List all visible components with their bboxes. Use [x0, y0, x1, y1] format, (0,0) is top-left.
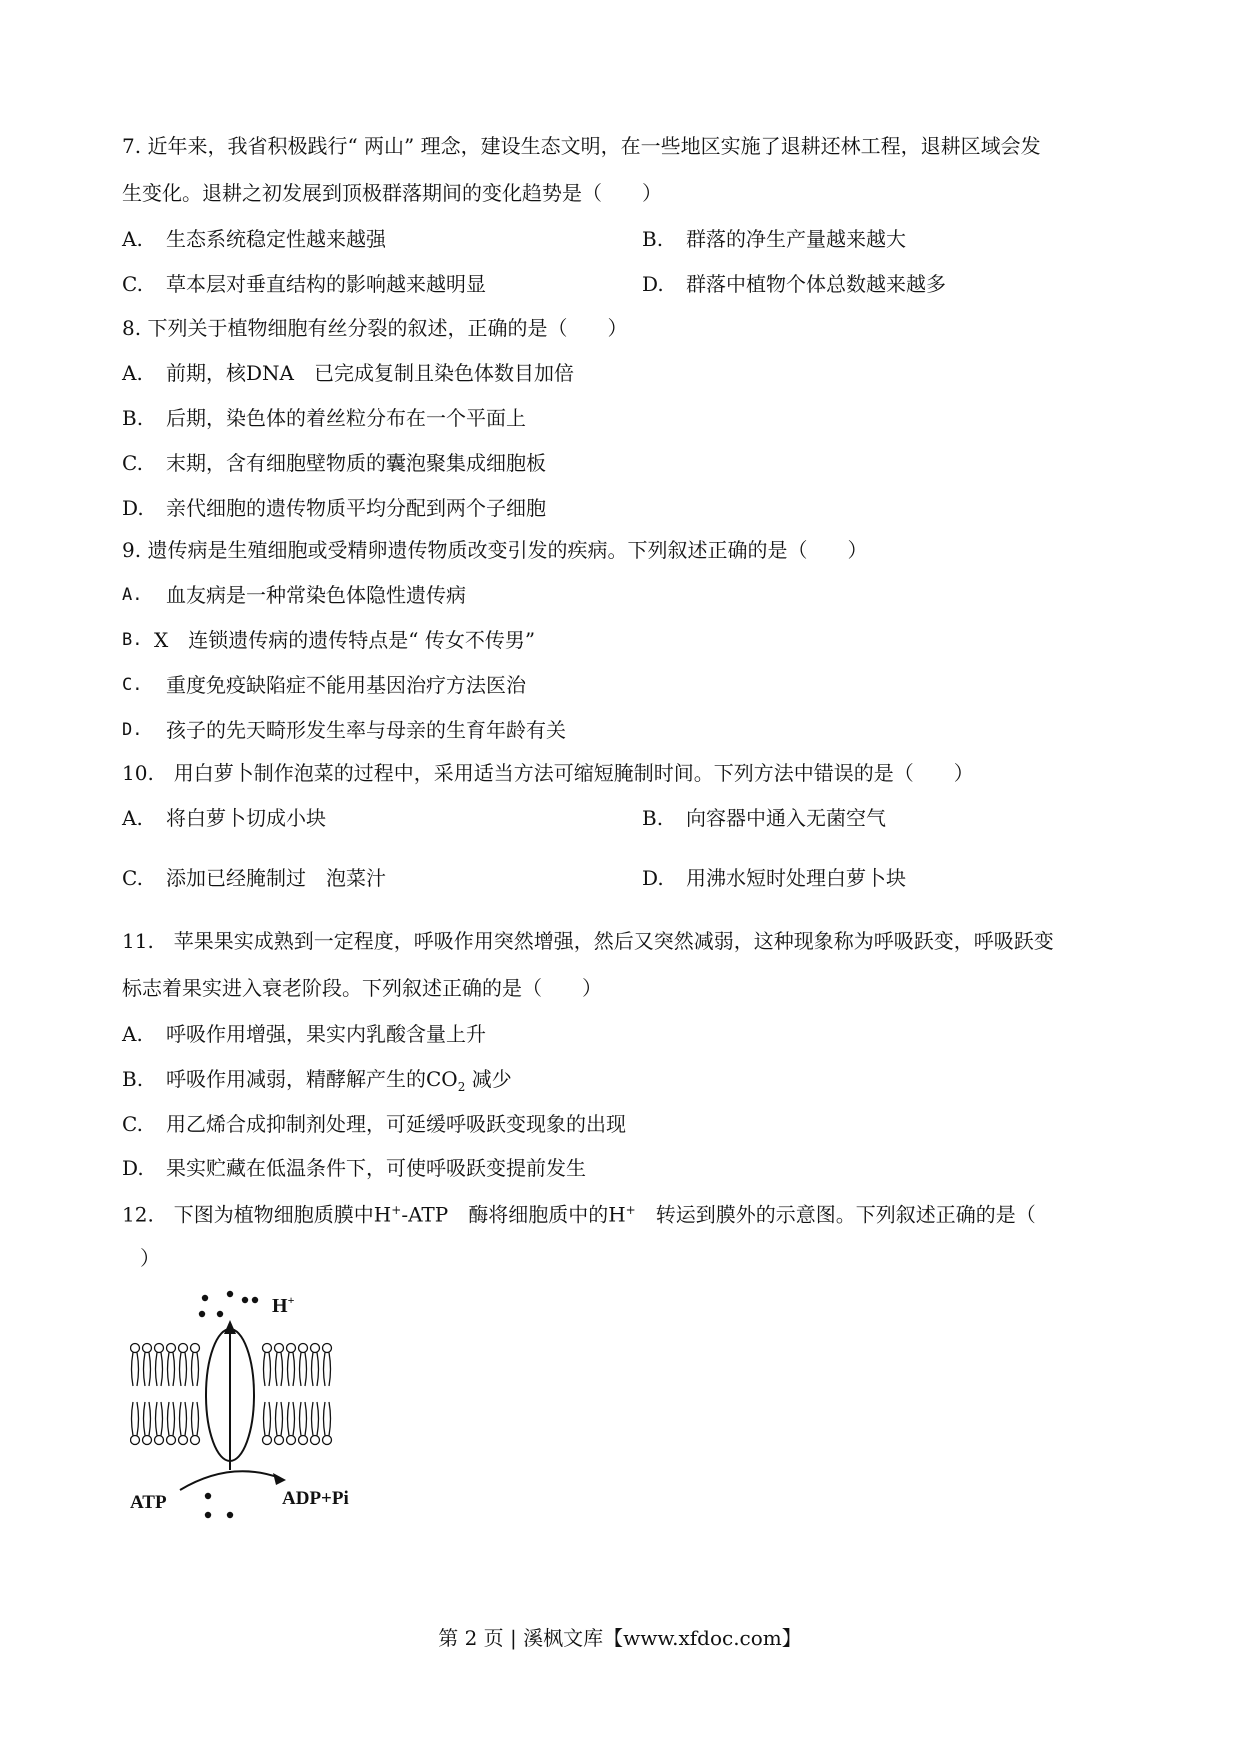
lipid-head [287, 1436, 296, 1445]
lipid-tail [264, 1353, 271, 1387]
option-label: B. [122, 1067, 144, 1091]
lipid-head [299, 1344, 308, 1353]
q9-stem: 9. 遗传病是生殖细胞或受精卵遗传物质改变引发的疾病。下列叙述正确的是（ ） [122, 538, 868, 562]
lipid-tail [288, 1353, 295, 1387]
lipid-tail [180, 1353, 187, 1387]
lipid-tail [132, 1402, 139, 1436]
subscript-2: 2 [457, 1080, 466, 1094]
lipid-head [155, 1436, 164, 1445]
lipid-tail [144, 1353, 151, 1387]
q12-stem-c: 转运到膜外的示意图。下列叙述正确的是（ [635, 1202, 1036, 1227]
option-label: C. [122, 866, 143, 890]
lipid-tail [192, 1353, 199, 1387]
lipid-tail [132, 1353, 139, 1387]
lipid-head [143, 1344, 152, 1353]
lipid-tail [300, 1353, 307, 1387]
q7-stem-line2: 生变化。退耕之初发展到顶极群落期间的变化趋势是（ ） [122, 181, 662, 205]
lipid-head [287, 1344, 296, 1353]
lipid-tail [168, 1353, 175, 1387]
lipid-head [311, 1344, 320, 1353]
lipid-head [191, 1344, 200, 1353]
option-label: A. [122, 585, 143, 605]
option-label: B. [122, 406, 144, 430]
lipid-head [323, 1436, 332, 1445]
option-label: B. [122, 630, 143, 650]
option-label: B. [642, 227, 664, 251]
atp-label: ATP [130, 1492, 167, 1513]
option-label: D. [122, 496, 144, 520]
lipid-tail [300, 1402, 307, 1436]
lipid-head [143, 1436, 152, 1445]
lipid-tail [324, 1353, 331, 1387]
option-label: D. [122, 1156, 144, 1180]
option-label: C. [122, 675, 143, 695]
option-text: 用乙烯合成抑制剂处理，可延缓呼吸跃变现象的出现 [166, 1112, 626, 1136]
lipid-tail [264, 1402, 271, 1436]
option-text: 前期，核DNA 已完成复制且染色体数目加倍 [166, 361, 574, 385]
option-label: C. [122, 272, 143, 296]
option-text: 添加已经腌制过 泡菜汁 [166, 866, 386, 890]
h-plus-label: H+ [272, 1293, 295, 1317]
lipid-tail [312, 1402, 319, 1436]
lipid-head [275, 1344, 284, 1353]
q12-stem-line2: ） [140, 1246, 160, 1270]
option-text: 生态系统稳定性越来越强 [166, 227, 386, 251]
lipid-tail [144, 1402, 151, 1436]
option-text: 将白萝卜切成小块 [166, 806, 326, 830]
proton-dots-bottom [205, 1493, 233, 1518]
option-label: C. [122, 451, 143, 475]
lipid-bilayer-left [131, 1344, 200, 1445]
lipid-head [323, 1344, 332, 1353]
option-label: A. [122, 1022, 143, 1046]
lipid-head [167, 1436, 176, 1445]
lipid-tail [324, 1402, 331, 1436]
lipid-head [299, 1436, 308, 1445]
option-label: B. [642, 806, 664, 830]
lipid-head [167, 1344, 176, 1353]
option-text: 呼吸作用增强，果实内乳酸含量上升 [166, 1022, 486, 1046]
option-text: 群落的净生产量越来越大 [686, 227, 906, 251]
q11-stem-line1: 11. 苹果果实成熟到一定程度，呼吸作用突然增强，然后又突然减弱，这种现象称为呼吸跃变，呼吸跃变 [122, 929, 1054, 953]
lipid-tail [192, 1402, 199, 1436]
option-label: D. [122, 720, 143, 740]
lipid-tail [180, 1402, 187, 1436]
q10-stem: 10. 用白萝卜制作泡菜的过程中，采用适当方法可缩短腌制时间。下列方法中错误的是（ ） [122, 761, 974, 785]
option-label: A. [122, 227, 143, 251]
superscript-plus: + [391, 1203, 402, 1217]
option-label: D. [642, 866, 664, 890]
q11-stem-line2: 标志着果实进入衰老阶段。下列叙述正确的是（ ） [122, 976, 602, 1000]
option-text: 孩子的先天畸形发生率与母亲的生育年龄有关 [166, 718, 566, 742]
lipid-tail [276, 1402, 283, 1436]
option-text: X 连锁遗传病的遗传特点是“ 传女不传男” [154, 628, 536, 652]
option-text: 末期，含有细胞壁物质的囊泡聚集成细胞板 [166, 451, 546, 475]
lipid-head [179, 1344, 188, 1353]
q12-stem-line1 [122, 1196, 1036, 1229]
lipid-head [131, 1344, 140, 1353]
reaction-arrow-head [273, 1473, 286, 1485]
option-text: 重度免疫缺陷症不能用基因治疗方法医治 [166, 673, 526, 697]
option-label: A. [122, 361, 143, 385]
q12-stem-a: 12. 下图为植物细胞质膜中H [122, 1202, 392, 1227]
q7-stem-line1: 7. 近年来，我省积极践行“ 两山” 理念，建设生态文明，在一些地区实施了退耕还林工程，退耕区域会发 [122, 134, 1041, 158]
proton-dots-top [199, 1291, 258, 1317]
lipid-tail [156, 1402, 163, 1436]
option-text: 草本层对垂直结构的影响越来越明显 [166, 272, 486, 296]
option-text: 向容器中通入无菌空气 [686, 806, 886, 830]
proton-pump-diagram [130, 1290, 390, 1530]
superscript-plus: + [625, 1203, 636, 1217]
page-footer: 第 2 页 | 溪枫文库【www.xfdoc.com】 [438, 1626, 802, 1650]
q8-stem: 8. 下列关于植物细胞有丝分裂的叙述，正确的是（ ） [122, 316, 628, 340]
lipid-tail [288, 1402, 295, 1436]
lipid-tail [312, 1353, 319, 1387]
lipid-head [263, 1436, 272, 1445]
adp-pi-label: ADP+Pi [282, 1488, 349, 1509]
reaction-arrow [180, 1471, 280, 1490]
option-label: C. [122, 1112, 143, 1136]
lipid-tail [276, 1353, 283, 1387]
option-label: A. [122, 806, 143, 830]
lipid-tail [168, 1402, 175, 1436]
option-text: 亲代细胞的遗传物质平均分配到两个子细胞 [166, 496, 546, 520]
lipid-head [311, 1436, 320, 1445]
lipid-head [179, 1436, 188, 1445]
lipid-tail [156, 1353, 163, 1387]
option-text-pre: 呼吸作用减弱，精酵解产生的CO [166, 1067, 458, 1091]
option-text: 血友病是一种常染色体隐性遗传病 [166, 583, 466, 607]
option-text-post: 减少 [465, 1067, 512, 1091]
lipid-head [275, 1436, 284, 1445]
lipid-bilayer-right [263, 1344, 332, 1445]
option-label: D. [642, 272, 664, 296]
option-text: 用沸水短时处理白萝卜块 [686, 866, 906, 890]
lipid-head [191, 1436, 200, 1445]
lipid-head [155, 1344, 164, 1353]
q12-stem-b: -ATP 酶将细胞质中的H [401, 1202, 626, 1227]
lipid-head [263, 1344, 272, 1353]
option-text: 后期，染色体的着丝粒分布在一个平面上 [166, 406, 526, 430]
option-text [166, 1065, 512, 1101]
option-text: 果实贮藏在低温条件下，可使呼吸跃变提前发生 [166, 1156, 586, 1180]
lipid-head [131, 1436, 140, 1445]
arrow-head [224, 1320, 236, 1334]
option-text: 群落中植物个体总数越来越多 [686, 272, 946, 296]
